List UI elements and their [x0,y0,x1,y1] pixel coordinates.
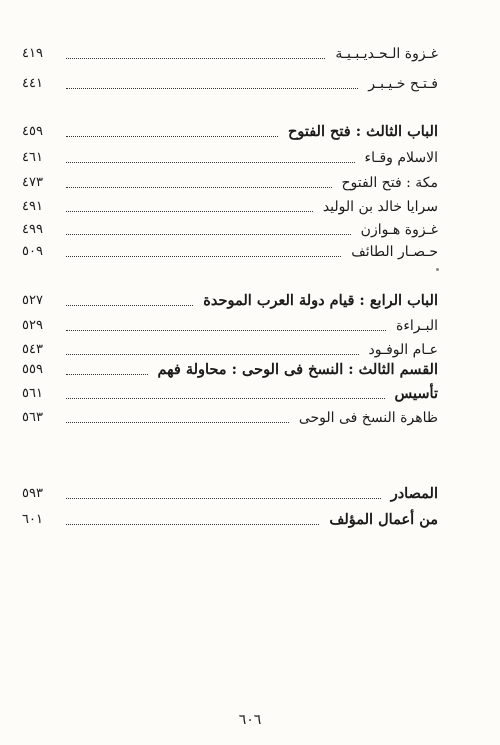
toc-entry [22,405,438,427]
toc-entry [22,119,438,141]
entry-title: عـام الوفـود [368,342,438,358]
entry-title: الاسلام وقـاء [364,150,438,166]
toc-entry [22,71,438,93]
entry-page-number: ٤٩٩ [22,222,43,237]
section-heading: الباب الثالث : فتح الفتوح [287,123,438,140]
toc-entry [22,381,438,403]
entry-title: ظاهرة النسخ فى الوحى [298,410,438,426]
page-folio-number: ٦٠٦ [238,712,262,728]
toc-entry [22,337,438,359]
entry-page-number: ٤١٩ [22,46,43,61]
entry-page-number: ٤٧٣ [22,175,43,190]
entry-page-number: ٥٢٩ [22,318,43,333]
toc-entry [22,194,438,216]
entry-page-number: ٤٩١ [22,199,43,214]
section-heading: تأسيس [394,385,438,402]
entry-page-number: ٥٩٣ [22,486,43,501]
dot-leader [66,211,313,212]
entry-page-number: ٥٥٩ [22,362,43,377]
dot-leader [66,354,359,355]
section-heading: من أعمال المؤلف [329,511,438,528]
entry-page-number: ٥٤٣ [22,342,43,357]
toc-entry [22,41,438,63]
toc-entry [22,481,438,503]
section-heading: المصادر [390,485,438,502]
dot-leader [66,162,355,163]
dot-leader [66,256,341,257]
toc-entry [22,170,438,192]
entry-page-number: ٤٥٩ [22,124,43,139]
toc-entry [22,357,438,379]
entry-title: فـتـح خـيـبـر [368,76,438,92]
dot-leader [66,524,319,525]
section-heading: الباب الرابع : قيام دولة العرب الموحدة [203,292,438,309]
dot-leader [66,136,278,137]
entry-page-number: ٥٦٣ [22,410,43,425]
entry-title: مكة : فتح الفتوح [341,175,438,191]
entry-page-number: ٥٢٧ [22,293,43,308]
dot-leader [66,187,332,188]
dot-leader [66,234,351,235]
entry-page-number: ٤٤١ [22,76,43,91]
print-speck [436,268,439,271]
entry-page-number: ٦٠١ [22,512,43,527]
dot-leader [66,58,325,59]
entry-page-number: ٥٦١ [22,386,43,401]
toc-entry [22,288,438,310]
toc-entry [22,313,438,335]
entry-page-number: ٥٠٩ [22,244,43,259]
entry-page-number: ٤٦١ [22,150,43,165]
dot-leader [66,498,381,499]
section-heading: القسم الثالث : النسخ فى الوحى : محاولة فهم [157,361,438,378]
entry-title: غـزوة الـحـديـبـيـة [335,46,438,62]
dot-leader [66,88,358,89]
dot-leader [66,398,385,399]
dot-leader [66,374,148,375]
entry-title: سرايا خالد بن الوليد [322,199,438,215]
dot-leader [66,305,193,306]
dot-leader [66,330,386,331]
entry-title: البـراءة [395,318,438,334]
entry-title: غـزوة هـوازن [360,222,438,238]
dot-leader [66,422,289,423]
toc-entry [22,145,438,167]
toc-entry [22,507,438,529]
entry-title: حـصـار الطائف [351,244,438,260]
toc-entry [22,239,438,261]
toc-entry [22,217,438,239]
